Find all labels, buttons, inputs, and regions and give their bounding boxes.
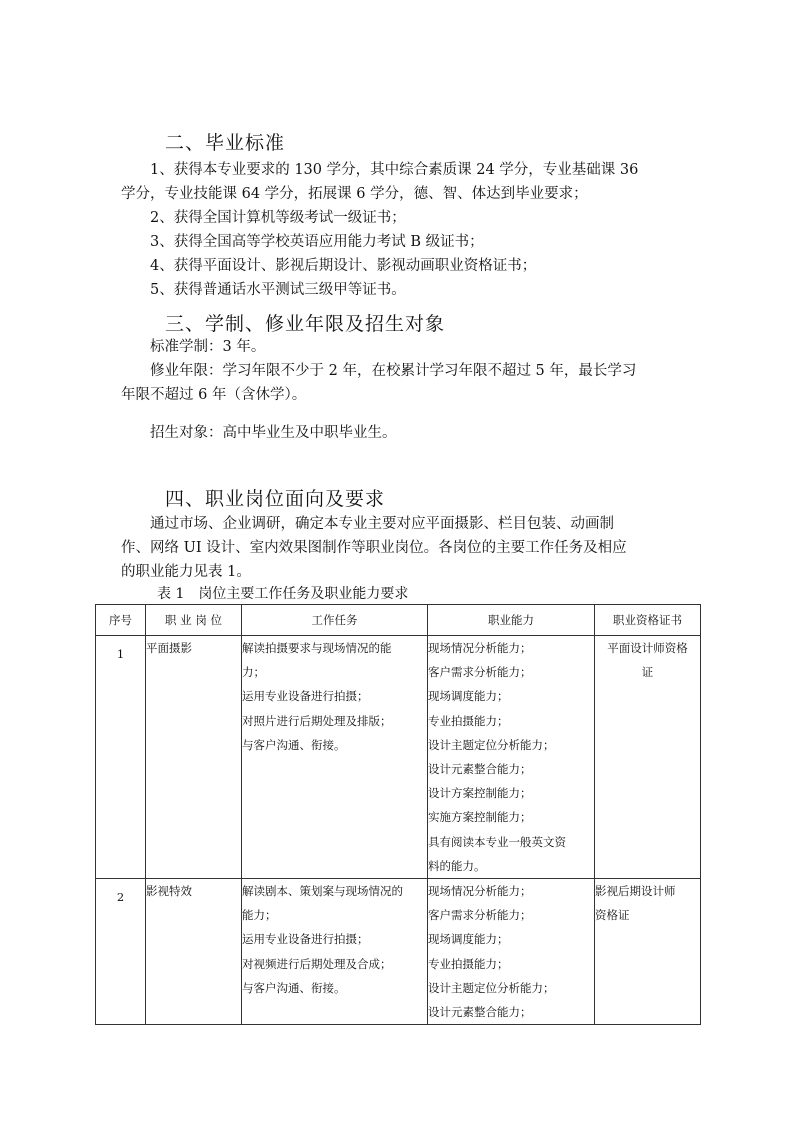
ability-line: 具有阅读本专业一般英文资 (428, 834, 566, 849)
task-line: 运用专业设备进行拍摄； (242, 932, 369, 947)
ability-line: 现场调度能力； (428, 689, 509, 704)
column-header: 工作任务 (242, 605, 428, 636)
list-item: 5、获得普通话水平测试三级甲等证书。 (150, 282, 406, 298)
list-item: 2、获得全国计算机等级考试一级证书； (150, 210, 406, 226)
ability-line: 客户需求分析能力； (428, 908, 532, 923)
paragraph-line: 作、网络 UI 设计、室内效果图制作等职业岗位。各岗位的主要工作任务及相应 (121, 540, 627, 556)
tasks-cell (242, 879, 428, 1025)
task-line: 运用专业设备进行拍摄； (242, 689, 369, 704)
ability-line: 现场情况分析能力； (428, 884, 532, 899)
ability-line: 现场调度能力； (428, 932, 509, 947)
paragraph-line: 学分，专业技能课 64 学分，拓展课 6 学分，德、智、体达到毕业要求； (121, 186, 588, 202)
certificate-line: 影视后期设计师 (595, 884, 676, 899)
paragraph-line: 通过市场、企业调研，确定本专业主要对应平面摄影、栏目包装、动画制 (150, 516, 614, 532)
abilities-cell (428, 636, 595, 879)
row-number: 2 (96, 879, 146, 1025)
table-caption-title: 岗位主要工作任务及职业能力要求 (198, 586, 409, 602)
table-caption (157, 583, 408, 603)
task-line: 对照片进行后期处理及排版； (242, 713, 392, 728)
certificate-line: 资格证 (595, 908, 630, 923)
ability-line: 现场情况分析能力； (428, 641, 532, 655)
column-header: 职 业 岗 位 (146, 605, 242, 636)
certificate-cell (595, 636, 701, 879)
list-item: 4、获得平面设计、影视后期设计、影视动画职业资格证书； (150, 258, 537, 274)
table-row (96, 879, 701, 1025)
paragraph-line: 标准学制：3 年。 (150, 339, 266, 355)
section-heading-schooling: 三、学制、修业年限及招生对象 (165, 313, 446, 335)
job-requirements-table (95, 604, 701, 1025)
column-header: 职业资格证书 (595, 605, 701, 636)
task-line: 与客户沟通、衔接。 (242, 737, 346, 752)
task-line: 解读拍摄要求与现场情况的能 (242, 641, 392, 655)
table-header-row (96, 605, 701, 636)
paragraph-line: 1、获得本专业要求的 130 学分，其中综合素质课 24 学分，专业基础课 36 (150, 162, 639, 178)
abilities-cell (428, 879, 595, 1025)
ability-line: 设计主题定位分析能力； (428, 737, 555, 752)
position-cell: 平面摄影 (146, 636, 242, 879)
tasks-cell (242, 636, 428, 879)
ability-line: 设计主题定位分析能力； (428, 980, 555, 995)
certificate-cell (595, 879, 701, 1025)
certificate-line: 平面设计师资格 (607, 641, 688, 655)
task-line: 对视频进行后期处理及合成； (242, 956, 392, 971)
section-heading-graduation-standards: 二、毕业标准 (165, 132, 286, 154)
ability-line: 设计元素整合能力； (428, 762, 532, 777)
task-line: 解读剧本、策划案与现场情况的 (242, 884, 403, 899)
task-line: 与客户沟通、衔接。 (242, 980, 346, 995)
ability-line: 设计元素整合能力； (428, 1005, 532, 1020)
paragraph-line: 修业年限：学习年限不少于 2 年，在校累计学习年限不超过 5 年，最长学习 (150, 363, 637, 379)
column-header: 序号 (96, 605, 146, 636)
ability-line: 专业拍摄能力； (428, 713, 509, 728)
ability-line: 料的能力。 (428, 858, 486, 873)
paragraph-line: 招生对象：高中毕业生及中职毕业生。 (150, 425, 397, 441)
position-cell: 影视特效 (146, 879, 242, 1025)
paragraph-line: 年限不超过 6 年（含休学）。 (121, 387, 307, 403)
list-item: 3、获得全国高等学校英语应用能力考试 B 级证书； (150, 234, 484, 250)
ability-line: 客户需求分析能力； (428, 665, 532, 680)
paragraph-line: 的职业能力见表 1。 (121, 564, 251, 580)
row-number: 1 (96, 636, 146, 879)
task-line: 能力； (242, 908, 277, 923)
certificate-line: 证 (641, 665, 654, 680)
table-row (96, 636, 701, 879)
column-header: 职业能力 (428, 605, 595, 636)
table-caption-label: 表 1 (157, 586, 185, 602)
ability-line: 实施方案控制能力； (428, 810, 532, 825)
task-line: 力； (242, 665, 265, 680)
ability-line: 设计方案控制能力； (428, 786, 532, 801)
section-heading-career-positions: 四、职业岗位面向及要求 (165, 488, 386, 510)
ability-line: 专业拍摄能力； (428, 956, 509, 971)
